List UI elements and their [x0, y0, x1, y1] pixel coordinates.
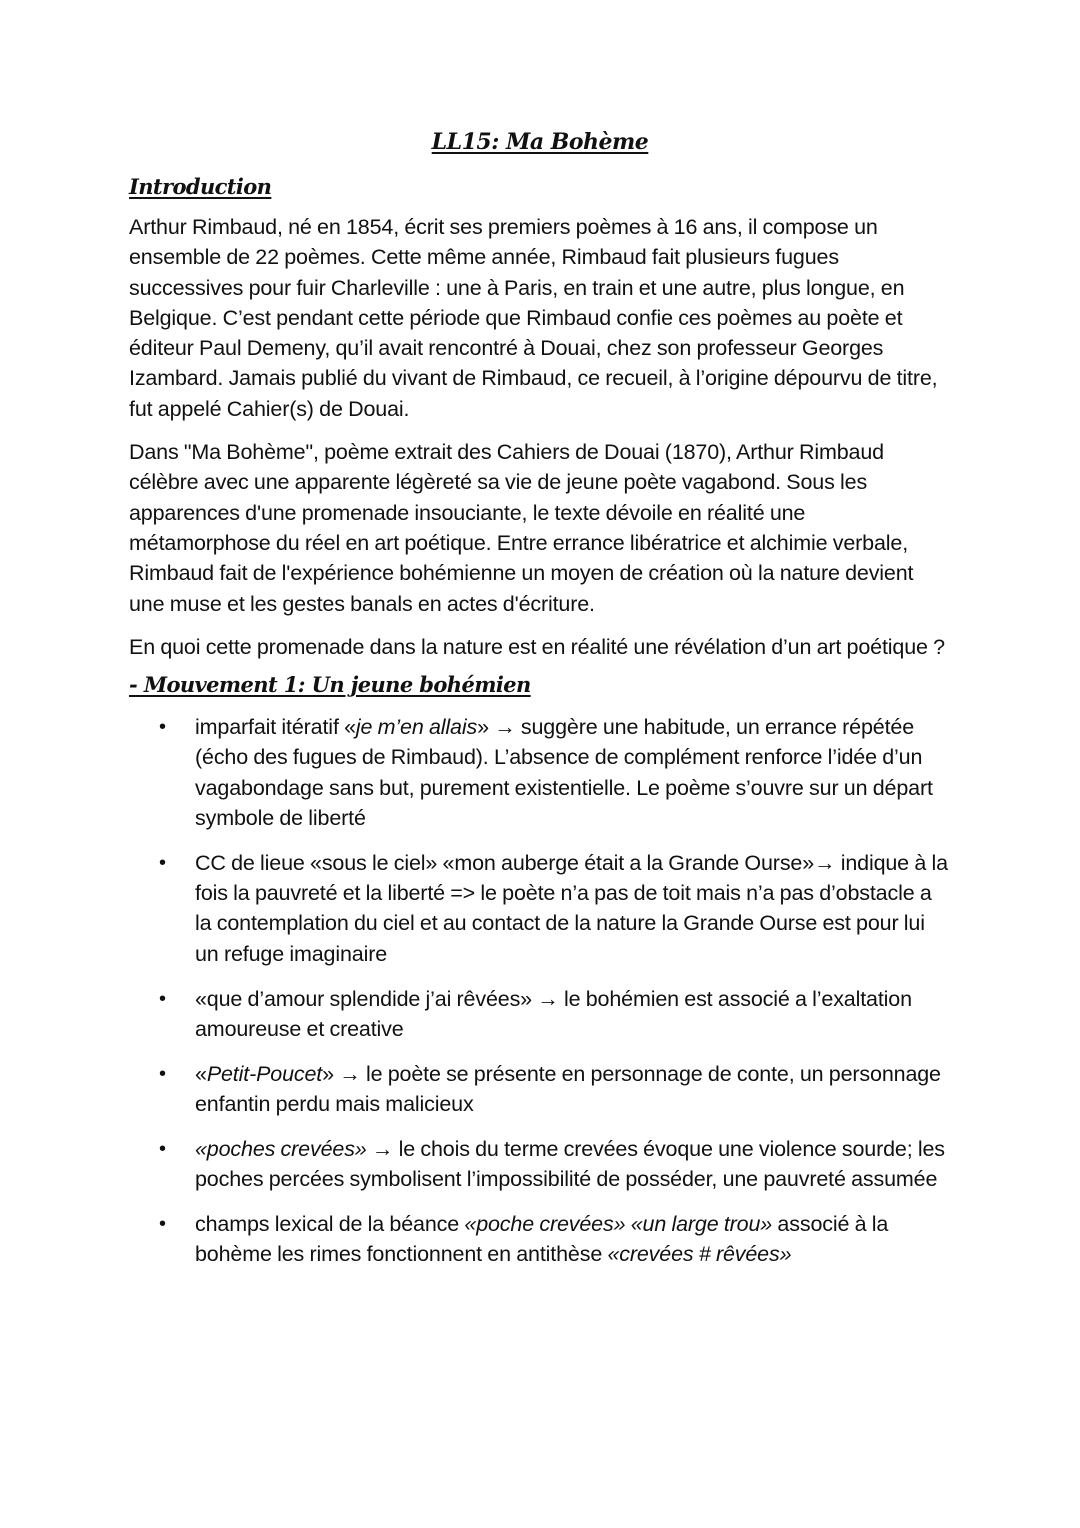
document-title: LL15: Ma Bohème	[431, 129, 649, 155]
bullet-text-run: → le chois du terme crevées évoque une violence sourde; les poches percées symbolisent l’impossibilité de posséder, une pauvreté assumée	[195, 1136, 945, 1192]
quotation-italic: «poche crevées» «un large trou»	[464, 1211, 773, 1236]
bullet-dot-icon: •	[159, 1062, 166, 1085]
bullet-text	[195, 1212, 888, 1266]
intro-paragraph-presentation: Dans "Ma Bohème", poème extrait des Cahiers de Douai (1870), Arthur Rimbaud célèbre avec une apparente légèreté sa vie de jeune poète vagabond. Sous les apparences d'une promenade insouciante, le texte dévoile en réalité une métamorphose du réel en art poétique. Entre errance libératrice et alchimie verbale, Rimbaud fait de l'expérience bohémienne un moyen de création où la nature devient une muse et les gestes banals en actes d'écriture.	[129, 440, 914, 616]
bullet-dot-icon: •	[159, 851, 166, 874]
quotation-italic: je m’en allais	[355, 715, 478, 740]
bullet-text	[195, 1062, 941, 1116]
bullet-text-run: «	[195, 1061, 207, 1086]
bullet-text-run: associé à la bohème les rimes fonctionnent en antithèse	[195, 1211, 889, 1267]
bullet-dot-icon: •	[159, 716, 166, 739]
bullet-dot-icon: •	[159, 987, 166, 1010]
bullet-text	[195, 851, 948, 966]
mouvement-1-heading: - Mouvement 1: Un jeune bohémien	[129, 672, 531, 698]
mouvement-1-bullet-list	[129, 712, 951, 1269]
list-item	[129, 848, 951, 969]
quotation-italic: «crevées # rêvées»	[607, 1242, 792, 1267]
list-item	[129, 1209, 951, 1270]
quotation-italic: «poches crevées»	[195, 1136, 367, 1161]
intro-paragraph-context: Arthur Rimbaud, né en 1854, écrit ses premiers poèmes à 16 ans, il compose un ensemble de 22 poèmes. Cette même année, Rimbaud fait plusieurs fugues successives pour fuir Charleville : une à Paris, en train et une autre, plus longue, en Belgique. C’est pendant cette période que Rimbaud confie ces poèmes au poète et éditeur Paul Demeny, qu’il avait rencontré à Douai, chez son professeur Georges Izambard. Jamais publié du vivant de Rimbaud, ce recueil, à l’origine dépourvu de titre, fut appelé Cahier(s) de Douai.	[129, 215, 938, 421]
introduction-heading: Introduction	[129, 174, 272, 199]
list-item	[129, 1134, 951, 1195]
bullet-text-run: CC de lieue «sous le ciel» «mon auberge était a la Grande Ourse»→ indique à la fois la pauvreté et la liberté => le poète n’a pas de toit mais n’a pas d’obstacle a la contemplation du ciel et au contact de la nature la Grande Ourse est pour lui un refuge imaginaire	[195, 850, 948, 966]
bullet-dot-icon: •	[159, 1212, 166, 1235]
bullet-text-run: » → suggère une habitude, un errance répétée (écho des fugues de Rimbaud). L’absence de complément renforce l’idée d’un vagabondage sans but, purement existentielle. Le poème s’ouvre sur un départ symbole de liberté	[195, 715, 933, 831]
quotation-italic: Petit-Poucet	[206, 1061, 323, 1086]
list-item	[129, 984, 951, 1045]
list-item	[129, 712, 951, 833]
list-item	[129, 1059, 951, 1120]
bullet-text	[195, 987, 912, 1041]
bullet-text-run: » → le poète se présente en personnage de conte, un personnage enfantin perdu mais malicieux	[195, 1061, 941, 1116]
bullet-text-run: «que d’amour splendide j’ai rêvées» → le bohémien est associé a l’exaltation amoureuse et creative	[195, 986, 912, 1041]
bullet-text	[195, 715, 933, 830]
bullet-text	[195, 1137, 945, 1191]
bullet-text-run: imparfait itératif «	[195, 715, 356, 740]
document-page	[129, 126, 951, 1284]
bullet-dot-icon: •	[159, 1137, 166, 1160]
bullet-text-run: champs lexical de la béance	[195, 1211, 465, 1236]
intro-paragraph-problematique: En quoi cette promenade dans la nature est en réalité une révélation d’un art poétique ?	[129, 634, 945, 659]
